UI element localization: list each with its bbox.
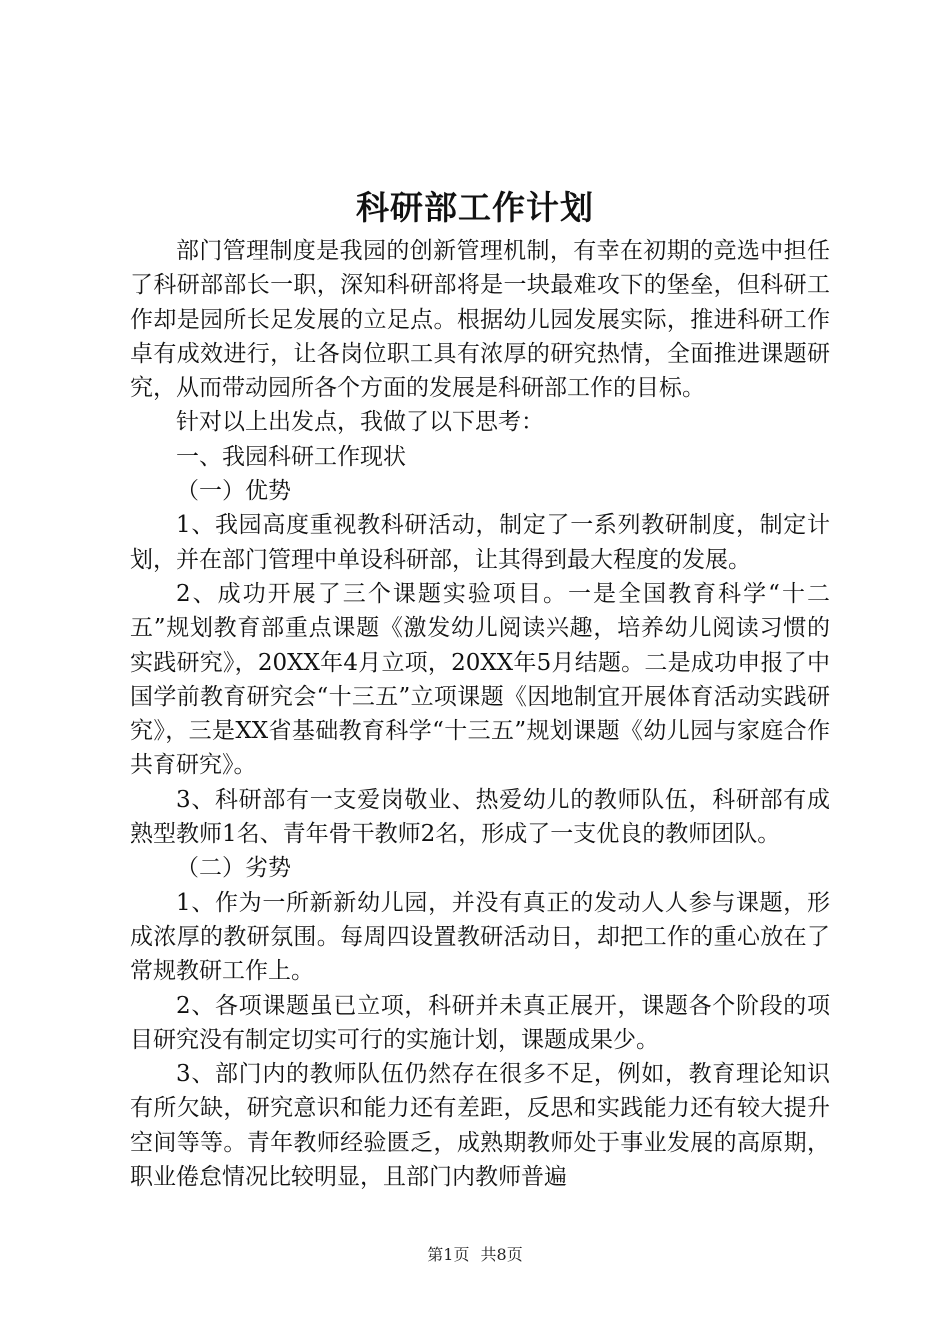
subheading-disadvantages: （二）劣势 xyxy=(176,855,291,882)
advantage-item-3: 3、科研部有一支爱岗敬业、热爱幼儿的教师队伍，科研部有成熟型教师1名、青年骨干教师2名，形成了一支优良的教师团队。 xyxy=(130,786,830,848)
page-number: 第1页 xyxy=(427,1245,470,1264)
section-heading-status: 一、我园科研工作现状 xyxy=(176,443,406,470)
disadvantage-item-2: 2、各项课题虽已立项，科研并未真正展开，课题各个阶段的项目研究没有制定切实可行的实施计划，课题成果少。 xyxy=(130,992,830,1053)
transition-paragraph: 针对以上出发点，我做了以下思考： xyxy=(176,409,544,436)
subheading-advantages: （一）优势 xyxy=(176,478,291,505)
intro-paragraph: 部门管理制度是我园的创新管理机制，有幸在初期的竞选中担任了科研部部长一职，深知科研部将是一块最难攻下的堡垒，但科研工作却是园所长足发展的立足点。根据幼儿园发展实际，推进科研工作卓有成效进行，让各岗位职工具有浓厚的研究热情，全面推进课题研究，从而带动园所各个方面的发展是科研部工作的目标。 xyxy=(130,238,830,402)
page-footer xyxy=(0,1244,950,1266)
disadvantage-item-1: 1、作为一所新新幼儿园，并没有真正的发动人人参与课题，形成浓厚的教研氛围。每周四设置教研活动日，却把工作的重心放在了常规教研工作上。 xyxy=(130,889,830,985)
advantage-item-2: 2、成功开展了三个课题实验项目。一是全国教育科学“十二五”规划教育部重点课题《激发幼儿阅读兴趣，培养幼儿阅读习惯的实践研究》，20XX年4月立项，20XX年5月结题。二是成功申报了中国学前教育研究会“十三五”立项课题《因地制宜开展体育活动实践研究》，三是XX省基础教育科学“十三五”规划课题《幼儿园与家庭合作共育研究》。 xyxy=(130,580,830,779)
document-title: 科研部工作计划 xyxy=(356,188,594,227)
advantage-item-1: 1、我园高度重视教科研活动，制定了一系列教研制度，制定计划，并在部门管理中单设科研部，让其得到最大程度的发展。 xyxy=(130,512,830,573)
document-body xyxy=(130,234,830,1194)
disadvantage-item-3: 3、部门内的教师队伍仍然存在很多不足，例如，教育理论知识有所欠缺，研究意识和能力还有差距，反思和实践能力还有较大提升空间等等。青年教师经验匮乏，成熟期教师处于事业发展的高原期，职业倦怠情况比较明显，且部门内教师普遍 xyxy=(130,1061,830,1191)
page-total: 共8页 xyxy=(480,1245,523,1264)
